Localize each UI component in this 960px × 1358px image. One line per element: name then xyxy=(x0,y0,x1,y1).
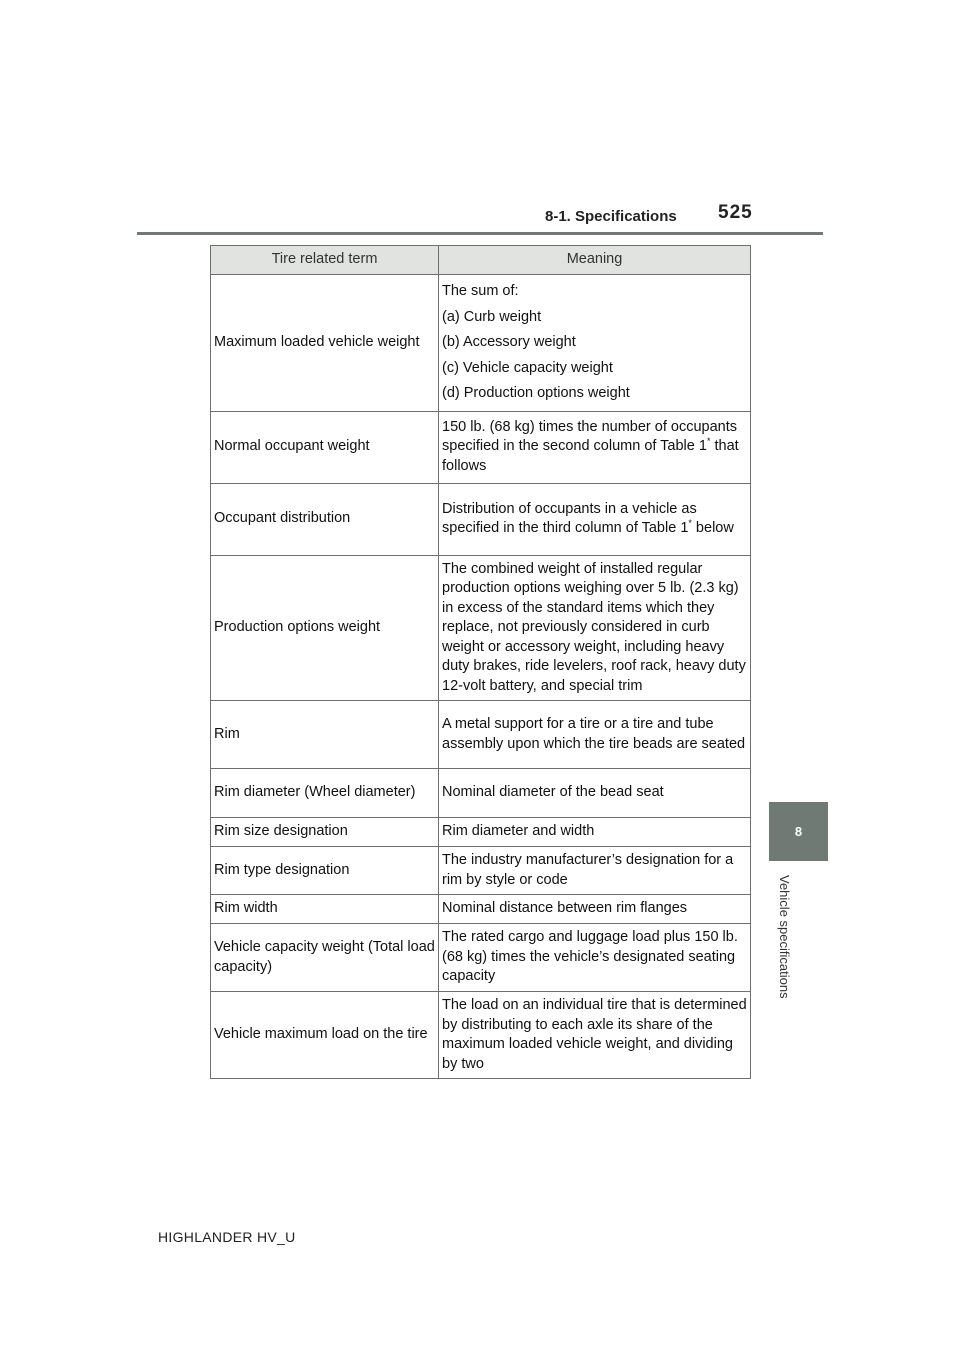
meaning-cell: Nominal distance between rim flanges xyxy=(439,895,751,924)
meaning-line: (c) Vehicle capacity weight xyxy=(442,359,613,376)
term-cell: Maximum loaded vehicle weight xyxy=(211,275,439,412)
chapter-number-tab[interactable]: 8 xyxy=(769,802,828,861)
table-row xyxy=(211,992,751,1079)
meaning-cell xyxy=(439,483,751,555)
meaning-cell: The load on an individual tire that is determined by distributing to each axle its share of the maximum loaded vehicle weight, and dividing by two xyxy=(439,992,751,1079)
page-number: 525 xyxy=(718,202,753,223)
meaning-line: (d) Production options weight xyxy=(442,385,630,401)
term-cell: Rim size designation xyxy=(211,818,439,847)
table-row xyxy=(211,555,751,701)
meaning-text: Distribution of occupants in a vehicle as specified in the third column of Table 1 xyxy=(442,500,697,536)
term-cell: Rim diameter (Wheel diameter) xyxy=(211,769,439,818)
section-title: 8-1. Specifications xyxy=(545,208,677,225)
meaning-text: 150 lb. (68 kg) times the number of occupants specified in the second column of Table 1 xyxy=(442,418,737,455)
meaning-cell: Nominal diameter of the bead seat xyxy=(439,769,751,818)
table-row xyxy=(211,924,751,992)
table-row xyxy=(211,769,751,818)
term-cell: Rim xyxy=(211,701,439,769)
table-row xyxy=(211,411,751,483)
term-cell: Rim type designation xyxy=(211,847,439,895)
table-row xyxy=(211,701,751,769)
table-row xyxy=(211,895,751,924)
meaning-line: The sum of: xyxy=(442,283,519,299)
tire-terms-table xyxy=(210,245,751,1079)
table-row xyxy=(211,847,751,895)
table-row xyxy=(211,818,751,847)
footnote-mark: * xyxy=(706,436,711,447)
term-cell: Occupant distribution xyxy=(211,483,439,555)
meaning-cell xyxy=(439,275,751,412)
footnote-mark: * xyxy=(688,518,692,529)
table-row xyxy=(211,483,751,555)
meaning-cell: Rim diameter and width xyxy=(439,818,751,847)
meaning-line: (a) Curb weight xyxy=(442,308,542,325)
meaning-cell: A metal support for a tire or a tire and tube assembly upon which the tire beads are seated xyxy=(439,701,751,769)
column-header-term: Tire related term xyxy=(211,246,439,275)
meaning-text: below xyxy=(691,520,734,536)
term-cell: Rim width xyxy=(211,895,439,924)
meaning-cell: The industry manufacturer’s designation for a rim by style or code xyxy=(439,847,751,895)
term-cell: Vehicle capacity weight (Total load capacity) xyxy=(211,924,439,992)
chapter-title: Vehicle specifications xyxy=(777,875,792,999)
table-header-row xyxy=(211,246,751,275)
meaning-cell: The rated cargo and luggage load plus 150 lb. (68 kg) times the vehicle’s designated seating capacity xyxy=(439,924,751,992)
header-divider xyxy=(137,232,823,235)
term-cell: Production options weight xyxy=(211,555,439,701)
term-cell: Normal occupant weight xyxy=(211,411,439,483)
meaning-cell xyxy=(439,411,751,483)
meaning-line: (b) Accessory weight xyxy=(442,334,576,350)
column-header-meaning: Meaning xyxy=(439,246,751,275)
footer-model-name: HIGHLANDER HV_U xyxy=(158,1229,296,1245)
meaning-text: that follows xyxy=(442,438,739,474)
term-cell: Vehicle maximum load on the tire xyxy=(211,992,439,1079)
meaning-cell: The combined weight of installed regular production options weighing over 5 lb. (2.3 kg) in excess of the standard items which they replace, not previously considered in curb weight or accessory weight, including heavy duty brakes, ride levelers, roof rack, heavy duty 12-volt battery, and special trim xyxy=(439,555,751,701)
table-row xyxy=(211,275,751,412)
